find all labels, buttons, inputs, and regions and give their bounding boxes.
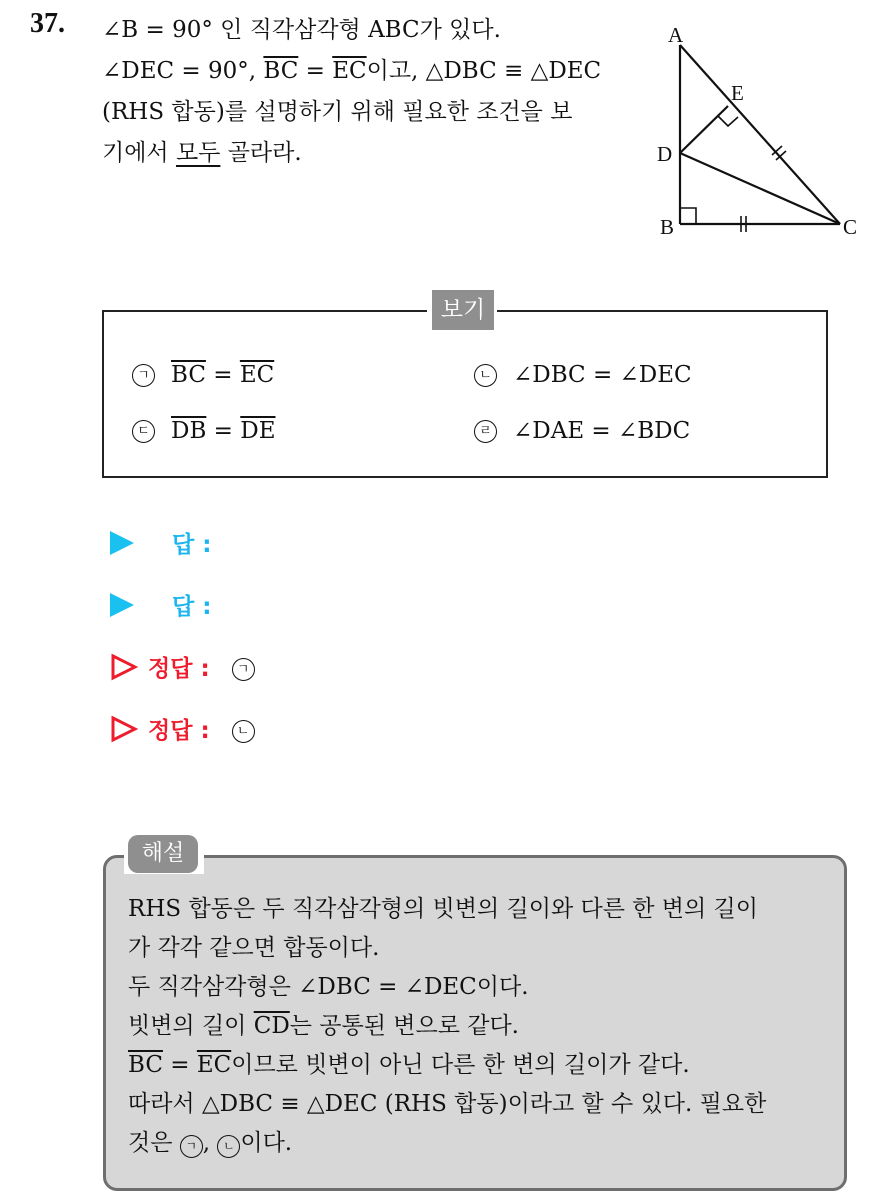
correct-answer-label: 정답 :: [148, 656, 210, 682]
right-angle-mark-b: [680, 208, 696, 224]
correct-answer-value: ㄴ: [232, 715, 271, 743]
label-d: D: [657, 142, 673, 166]
label-a: A: [668, 23, 684, 47]
solution-text: [128, 890, 828, 1163]
answer-row-2: [110, 588, 211, 621]
bogi-item-1: ㄱ $\overline{BC}$ = $\overline{EC}$: [132, 362, 274, 388]
side-ac: [680, 45, 840, 224]
circled-marker-nieun: ㄴ: [474, 364, 497, 387]
correct-answer-row-1: [110, 650, 271, 683]
label-e: E: [731, 81, 744, 105]
circled-marker-digeut: ㄷ: [132, 420, 155, 443]
solution-line-4: 빗변의 길이 $\overline{CD}$는 공통된 변으로 같다.: [128, 1013, 519, 1039]
label-c: C: [843, 215, 858, 239]
bogi-item-4: ㄹ ∠DAE = ∠BDC: [474, 418, 690, 444]
solution-line-3: 두 직각삼각형은 ∠DBC = ∠DEC이다.: [128, 974, 529, 1000]
correct-answer-value: ㄱ: [232, 653, 271, 681]
answer-row-1: [110, 526, 211, 559]
question-number: 37.: [30, 8, 65, 39]
circled-marker-rieul: ㄹ: [474, 420, 497, 443]
answer-label: 답 :: [172, 594, 212, 620]
correct-answer-row-2: [110, 712, 271, 745]
question-line-3: (RHS 합동)를 설명하기 위해 필요한 조건을 보: [102, 99, 573, 125]
correct-answer-label: 정답 :: [148, 718, 210, 744]
solution-line-6: 따라서 △DBC ≡ △DEC (RHS 합동)이라고 할 수 있다. 필요한: [128, 1091, 767, 1117]
circled-marker-giyeok: ㄱ: [132, 364, 155, 387]
answer-label: 답 :: [172, 532, 212, 558]
question-line-4: 기에서 모두 골라라.: [102, 140, 302, 166]
bogi-item-2: ㄴ ∠DBC = ∠DEC: [474, 362, 692, 388]
triangle-figure: [650, 18, 870, 243]
underlined-all: 모두: [175, 140, 221, 166]
arrow-icon: [110, 531, 134, 555]
outline-arrow-icon: [110, 715, 138, 743]
segment-de: [680, 106, 728, 153]
label-b: B: [660, 215, 675, 239]
solution-line-2: 가 각각 같으면 합동이다.: [128, 935, 380, 961]
segment-dc: [680, 153, 840, 224]
right-angle-mark-e: [718, 116, 738, 126]
solution-line-7: 것은 ㄱ , ㄴ 이다.: [128, 1130, 293, 1156]
bogi-item-3: ㄷ $\overline{DB}$ = $\overline{DE}$: [132, 418, 275, 444]
bogi-title: 보기: [432, 290, 494, 330]
solution-line-5: $\overline{BC} = \overline{EC}$이므로 빗변이 아닌 다른 한 변의 길이가 같다.: [128, 1052, 690, 1078]
solution-line-1: RHS 합동은 두 직각삼각형의 빗변의 길이와 다른 한 변의 길이: [128, 896, 758, 922]
arrow-icon: [110, 593, 134, 617]
bogi-box: [102, 310, 828, 478]
question-line-2: ∠DEC = 90°, $\overline{BC} = \overline{EC}$이고, △DBC ≡ △DEC: [102, 58, 602, 84]
segment-bc: $\overline{BC}$: [263, 58, 299, 84]
solution-title: 해설: [128, 835, 198, 873]
question-line-1: ∠B = 90° 인 직각삼각형 ABC가 있다.: [102, 17, 501, 43]
question-text: [102, 10, 622, 174]
outline-arrow-icon: [110, 653, 138, 681]
segment-ec: $\overline{EC}$: [332, 58, 367, 84]
